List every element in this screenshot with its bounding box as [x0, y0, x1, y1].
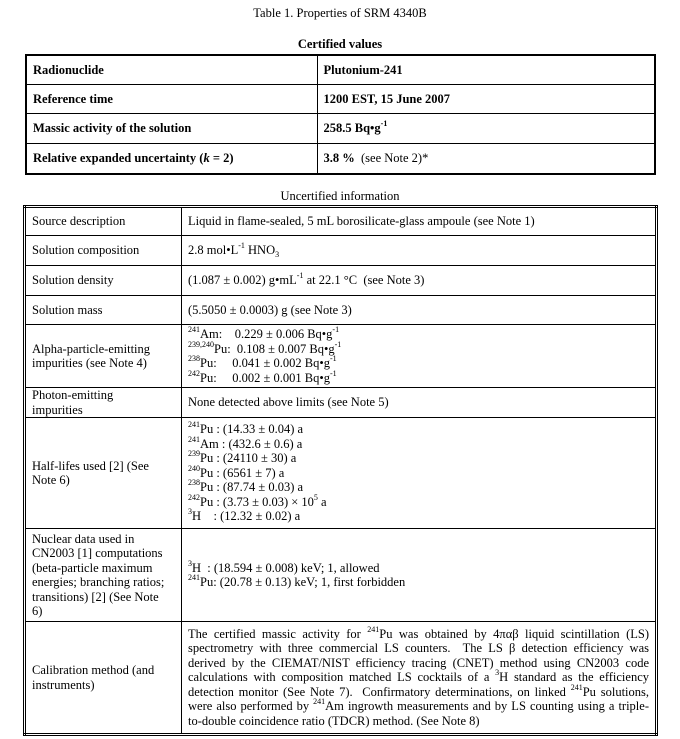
cell-text: Half-lifes used [2] (See: [32, 458, 149, 473]
cell-text: 239: [188, 449, 200, 459]
row-label: [25, 266, 182, 296]
row-value: [182, 266, 657, 296]
cell-text: -1: [238, 241, 245, 251]
row-value: [182, 236, 657, 266]
cell-line: [188, 575, 649, 590]
row-label: [26, 114, 317, 144]
cell-text: H standard as the efficiency detection monitor (See Note 7). Confirmatory determinations, on linked: [188, 670, 653, 699]
table-row: [25, 296, 657, 325]
cell-line: [32, 546, 175, 561]
certified-values-table: [25, 54, 656, 175]
cell-line: [33, 92, 311, 107]
cell-text: CN2003 [1] computations: [32, 546, 163, 560]
cell-text: transitions) [2] (See Note: [32, 589, 159, 604]
cell-line: [188, 480, 649, 495]
cell-text: Am: 0.229 ± 0.006 Bq•g: [200, 327, 333, 341]
cell-text: Pu : (24110 ± 30) a: [200, 451, 297, 466]
cell-line: [188, 434, 649, 452]
uncertified-information-table: [23, 205, 658, 736]
row-label: [25, 236, 182, 266]
cell-line: [33, 63, 311, 78]
cell-text: Pu: (20.78 ± 0.13) keV; 1, first forbidden: [200, 575, 406, 589]
table-row: [25, 207, 657, 236]
row-value: [317, 55, 655, 85]
table-row: [26, 144, 655, 174]
cell-text: 2.8 mol•L: [188, 243, 239, 258]
cell-text: Calibration method (and: [32, 663, 155, 677]
row-label: [26, 144, 317, 174]
cell-line: [33, 151, 311, 166]
cell-text: -1: [334, 339, 342, 349]
cell-line: [188, 463, 649, 481]
cell-text: impurities: [32, 402, 83, 417]
cell-text: Solution mass: [32, 302, 103, 317]
cell-line: [188, 492, 649, 510]
row-label: [25, 529, 182, 622]
row-label: [25, 418, 182, 529]
cell-line: [32, 342, 175, 357]
cell-text: a: [317, 494, 327, 509]
cell-line: [32, 388, 175, 403]
cell-text: k: [203, 151, 210, 165]
cell-text: Plutonium-241: [323, 62, 403, 77]
cell-text: = 2): [209, 151, 234, 165]
row-value: [182, 296, 657, 325]
row-label: [26, 85, 317, 114]
cell-text: Am ingrowth measurements and by LS counting using a triple-to-double coincidence ratio (TDCR) method. (See Note 8): [188, 699, 649, 728]
cell-text: 239,240: [188, 339, 214, 349]
cell-line: [188, 451, 649, 466]
cell-text: 238: [188, 354, 200, 363]
table-row: [25, 529, 657, 622]
cell-text: 241: [188, 325, 200, 334]
cell-text: 238: [188, 478, 200, 488]
cell-text: Nuclear data used in: [32, 531, 135, 546]
cell-text: 242: [188, 368, 200, 378]
table-row: [26, 114, 655, 144]
cell-text: 242: [188, 492, 200, 502]
cell-text: Pu : (87.74 ± 0.03) a: [200, 480, 304, 495]
row-label: [25, 207, 182, 236]
cell-line: [188, 356, 649, 371]
cell-text: Note 6): [32, 473, 70, 487]
cell-line: [188, 422, 649, 437]
cell-text: -1: [296, 271, 304, 281]
cell-text: Reference time: [33, 91, 113, 106]
cell-text: 1200 EST, 15 June 2007: [323, 91, 451, 106]
cell-text: None detected above limits (see Note 5): [188, 395, 389, 410]
cell-text: (see Note 2)*: [354, 151, 429, 165]
row-label: [25, 622, 182, 735]
cell-line: [188, 303, 649, 318]
cell-text: energies; branching ratios;: [32, 575, 165, 589]
cell-text: Pu was obtained by 4παβ liquid scintillation (LS) spectrometry with three commercial LS counters. The LS β detection efficiency was derived by the CIEMAT/NIST efficiency tracing (CNET) method using CN2003 code calculations with composition matched LS cocktails of a: [188, 626, 653, 685]
table-row: [25, 622, 657, 735]
cell-text: Solution density: [32, 273, 114, 288]
cell-line: [188, 624, 653, 729]
cell-text: Pu: 0.002 ± 0.001 Bq•g: [200, 370, 330, 385]
cell-text: Am : (432.6 ± 0.6) a: [200, 436, 303, 451]
cell-text: H : (12.32 ± 0.02) a: [192, 509, 301, 524]
cell-text: 241: [313, 697, 326, 707]
cell-line: [324, 121, 649, 136]
table-row: [26, 55, 655, 85]
cell-text: Pu: 0.041 ± 0.002 Bq•g: [200, 356, 330, 370]
cell-line: [32, 273, 175, 288]
cell-line: [188, 243, 649, 258]
cell-text: 3: [495, 668, 500, 678]
cell-text: Alpha-particle-emitting: [32, 341, 151, 356]
row-label: [25, 325, 182, 388]
cell-text: Photon-emitting: [32, 388, 114, 402]
cell-line: [32, 678, 175, 693]
row-value: [317, 85, 655, 114]
cell-text: 3: [275, 250, 280, 260]
cell-line: [188, 339, 649, 357]
cell-text: Liquid in flame-sealed, 5 mL borosilicate-glass ampoule (see Note 1): [188, 214, 535, 229]
cell-text: 3: [188, 558, 192, 568]
row-value: [182, 388, 657, 418]
cell-line: [324, 92, 649, 107]
cell-text: Pu solutions, were also performed by: [188, 684, 650, 714]
table-row: [25, 325, 657, 388]
cell-text: H : (18.594 ± 0.008) keV; 1, allowed: [192, 560, 380, 575]
cell-text: Pu : (14.33 ± 0.04) a: [200, 422, 304, 437]
cell-text: instruments): [32, 677, 95, 692]
cell-text: 241: [570, 682, 583, 692]
cell-text: Radionuclide: [33, 62, 104, 77]
row-label: [25, 388, 182, 418]
row-label: [25, 296, 182, 325]
cell-text: HNO: [244, 243, 276, 258]
uncertified-heading: Uncertified information: [280, 189, 400, 203]
row-value: [182, 207, 657, 236]
cell-line: [188, 368, 649, 386]
cell-text: Relative expanded uncertainty (: [33, 151, 204, 165]
cell-text: impurities (see Note 4): [32, 356, 147, 370]
cell-line: [32, 303, 175, 318]
table-row: [25, 388, 657, 418]
cell-line: [32, 590, 175, 605]
cell-line: [188, 509, 649, 524]
cell-text: 258.5 Bq•g: [323, 121, 381, 136]
row-label: [26, 55, 317, 85]
cell-text: 5: [313, 492, 318, 502]
cell-line: [32, 532, 175, 547]
cell-text: 241: [188, 420, 200, 430]
table-title: Table 1. Properties of SRM 4340B: [253, 6, 427, 20]
cell-text: 241: [367, 624, 380, 634]
cell-line: [32, 214, 175, 229]
cell-line: [188, 214, 649, 229]
cell-line: [32, 356, 175, 371]
cell-line: [188, 395, 649, 410]
cell-line: [32, 243, 175, 258]
cell-text: Pu: 0.108 ± 0.007 Bq•g: [214, 341, 335, 356]
cell-line: [32, 575, 175, 590]
cell-text: (1.087 ± 0.002) g•mL: [188, 273, 297, 288]
cell-line: [324, 63, 649, 78]
row-value: [182, 418, 657, 529]
table-row: [26, 85, 655, 114]
row-value: [182, 622, 657, 735]
row-value: [182, 325, 657, 388]
cell-text: Massic activity of the solution: [33, 121, 192, 136]
cell-text: 241: [188, 573, 200, 582]
cell-line: [32, 663, 175, 678]
cell-line: [32, 403, 175, 418]
cell-line: [32, 459, 175, 474]
cell-line: [188, 558, 649, 576]
cell-text: (5.5050 ± 0.0003) g (see Note 3): [188, 302, 352, 317]
cell-line: [188, 273, 649, 288]
row-value: [317, 144, 655, 174]
cell-text: -1: [330, 354, 337, 363]
cell-text: at 22.1 °C (see Note 3): [303, 273, 425, 288]
table-row: [25, 236, 657, 266]
row-value: [182, 529, 657, 622]
cell-text: 240: [188, 463, 200, 473]
cell-line: [32, 604, 175, 619]
cell-line: [324, 151, 649, 166]
cell-text: Solution composition: [32, 243, 140, 258]
table-row: [25, 266, 657, 296]
cell-text: Pu : (3.73 ± 0.03) × 10: [200, 494, 314, 509]
cell-text: (beta-particle maximum: [32, 560, 153, 575]
cell-line: [32, 561, 175, 576]
table-row: [25, 418, 657, 529]
cell-text: 241: [188, 434, 200, 444]
cell-text: 6): [32, 604, 43, 618]
cell-text: 3.8 %: [323, 151, 355, 165]
cell-text: -1: [330, 368, 337, 378]
cell-line: [188, 327, 649, 342]
cell-text: -1: [380, 119, 388, 129]
cell-text: -1: [332, 325, 340, 334]
certified-heading: Certified values: [297, 37, 383, 51]
cell-text: Pu : (6561 ± 7) a: [200, 465, 285, 480]
row-value: [317, 114, 655, 144]
cell-text: The certified massic activity for: [188, 626, 368, 641]
cell-line: [33, 121, 311, 136]
cell-line: [32, 473, 175, 488]
cell-text: Source description: [32, 214, 126, 229]
cell-text: 3: [188, 507, 192, 517]
